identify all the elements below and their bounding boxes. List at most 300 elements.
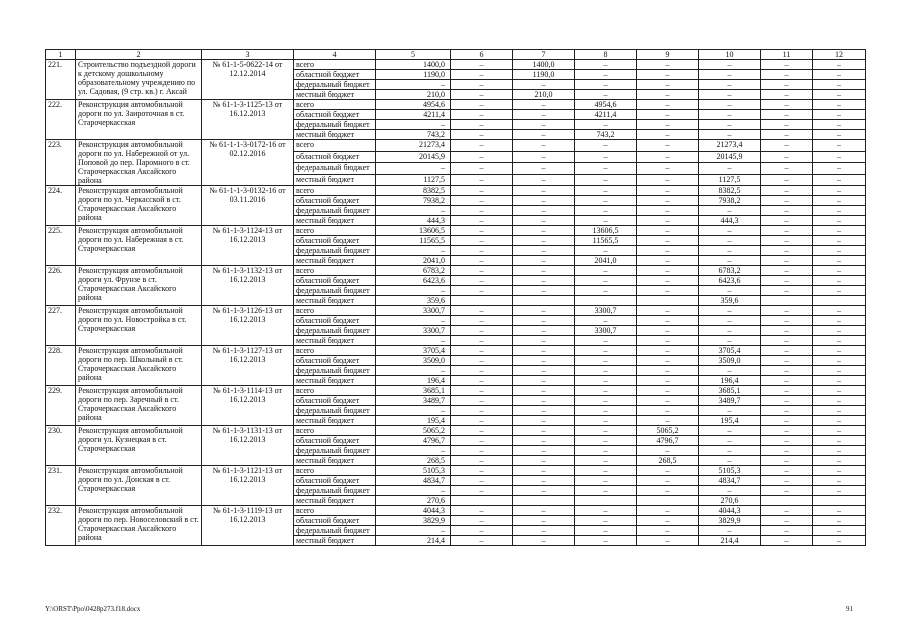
funding-source-label: областной бюджет — [294, 316, 376, 326]
amount-cell: – — [637, 356, 699, 366]
funding-source-label: местный бюджет — [294, 536, 376, 546]
funding-source-label: всего — [294, 140, 376, 152]
amount-cell: – — [376, 446, 451, 456]
amount-cell: – — [451, 151, 513, 163]
amount-cell: – — [761, 406, 813, 416]
amount-cell: – — [637, 396, 699, 406]
amount-cell: – — [761, 486, 813, 496]
amount-cell: – — [761, 426, 813, 436]
expertise-number: № 61-1-3-1121-13 от 16.12.2013 — [202, 466, 294, 506]
amount-cell: – — [637, 466, 699, 476]
amount-cell: – — [513, 436, 575, 446]
amount-cell: – — [699, 110, 761, 120]
amount-cell: – — [761, 476, 813, 486]
project-name: Реконструкция автомобильной дороги по пер. Школьный в ст. Старочеркасская Аксайского района — [76, 346, 202, 386]
amount-cell: – — [699, 226, 761, 236]
page-number: 91 — [846, 605, 853, 613]
project-name: Реконструкция автомобильной дороги по пер. Новоселовский в ст. Старочеркасская Аксайского района — [76, 506, 202, 546]
amount-cell: 6423,6 — [699, 276, 761, 286]
funding-source-label: местный бюджет — [294, 216, 376, 226]
funding-source-label: местный бюджет — [294, 456, 376, 466]
amount-cell: – — [761, 526, 813, 536]
amount-cell: 214,4 — [376, 536, 451, 546]
amount-cell: – — [637, 216, 699, 226]
amount-cell: – — [637, 326, 699, 336]
amount-cell: 4211,4 — [575, 110, 637, 120]
amount-cell: 6783,2 — [376, 266, 451, 276]
amount-cell: 5105,3 — [376, 466, 451, 476]
amount-cell: – — [761, 130, 813, 140]
amount-cell: – — [451, 306, 513, 316]
amount-cell: – — [699, 426, 761, 436]
amount-cell: – — [513, 256, 575, 266]
amount-cell: – — [575, 276, 637, 286]
header-cell: 8 — [575, 50, 637, 60]
amount-cell: – — [575, 396, 637, 406]
amount-cell: – — [813, 286, 866, 296]
amount-cell: – — [761, 416, 813, 426]
amount-cell: – — [575, 456, 637, 466]
header-cell: 4 — [294, 50, 376, 60]
funding-source-label: областной бюджет — [294, 196, 376, 206]
header-cell: 6 — [451, 50, 513, 60]
amount-cell: – — [637, 486, 699, 496]
budget-table — [45, 49, 866, 546]
amount-cell: – — [813, 60, 866, 70]
amount-cell: – — [451, 206, 513, 216]
amount-cell: – — [813, 140, 866, 152]
amount-cell: – — [813, 486, 866, 496]
amount-cell: – — [813, 366, 866, 376]
amount-cell: – — [451, 376, 513, 386]
amount-cell: – — [637, 256, 699, 266]
amount-cell: – — [575, 90, 637, 100]
amount-cell: – — [813, 70, 866, 80]
amount-cell: – — [575, 476, 637, 486]
amount-cell: – — [761, 276, 813, 286]
amount-cell: – — [575, 416, 637, 426]
amount-cell: – — [637, 60, 699, 70]
amount-cell: – — [813, 406, 866, 416]
amount-cell: 3829,9 — [376, 516, 451, 526]
amount-cell: – — [637, 120, 699, 130]
row-number: 232. — [46, 506, 76, 546]
row-number: 229. — [46, 386, 76, 426]
amount-cell: – — [813, 426, 866, 436]
amount-cell: – — [761, 216, 813, 226]
amount-cell: – — [637, 316, 699, 326]
amount-cell: – — [699, 316, 761, 326]
amount-cell: – — [761, 536, 813, 546]
funding-source-label: местный бюджет — [294, 90, 376, 100]
amount-cell: – — [451, 476, 513, 486]
amount-cell: – — [637, 376, 699, 386]
funding-source-label: всего — [294, 306, 376, 316]
amount-cell: 444,3 — [376, 216, 451, 226]
amount-cell: – — [575, 216, 637, 226]
amount-cell: – — [575, 516, 637, 526]
amount-cell: – — [637, 346, 699, 356]
amount-cell: 3705,4 — [376, 346, 451, 356]
funding-source-label: областной бюджет — [294, 151, 376, 163]
amount-cell: – — [813, 396, 866, 406]
funding-source-label: всего — [294, 346, 376, 356]
amount-cell: – — [761, 386, 813, 396]
amount-cell: 20145,9 — [376, 151, 451, 163]
amount-cell: – — [451, 140, 513, 152]
amount-cell: – — [513, 100, 575, 110]
amount-cell: 4044,3 — [699, 506, 761, 516]
amount-cell: – — [637, 151, 699, 163]
amount-cell: – — [699, 436, 761, 446]
amount-cell: – — [575, 536, 637, 546]
amount-cell: – — [813, 174, 866, 186]
amount-cell: – — [699, 306, 761, 316]
amount-cell: – — [761, 456, 813, 466]
funding-source-label: федеральный бюджет — [294, 206, 376, 216]
amount-cell: – — [637, 536, 699, 546]
funding-source-label: федеральный бюджет — [294, 120, 376, 130]
amount-cell: 1400,0 — [513, 60, 575, 70]
amount-cell: – — [451, 506, 513, 516]
amount-cell: – — [761, 206, 813, 216]
amount-cell: – — [513, 266, 575, 276]
amount-cell: – — [575, 376, 637, 386]
amount-cell: 11565,5 — [575, 236, 637, 246]
amount-cell: – — [813, 306, 866, 316]
amount-cell: – — [513, 151, 575, 163]
expertise-number: № 61-1-3-1132-13 от 16.12.2013 — [202, 266, 294, 306]
amount-cell: – — [575, 526, 637, 536]
amount-cell: – — [813, 226, 866, 236]
amount-cell: 7938,2 — [376, 196, 451, 206]
amount-cell: – — [637, 80, 699, 90]
amount-cell: – — [513, 446, 575, 456]
amount-cell: – — [513, 276, 575, 286]
amount-cell: – — [575, 60, 637, 70]
amount-cell: – — [699, 70, 761, 80]
amount-cell: – — [451, 266, 513, 276]
amount-cell: 1190,0 — [513, 70, 575, 80]
expertise-number: № 61-1-5-0622-14 от 12.12.2014 — [202, 60, 294, 100]
amount-cell: – — [637, 90, 699, 100]
amount-cell: – — [513, 130, 575, 140]
amount-cell: – — [813, 326, 866, 336]
amount-cell: – — [513, 456, 575, 466]
amount-cell: – — [699, 326, 761, 336]
amount-cell: – — [813, 100, 866, 110]
amount-cell: – — [813, 276, 866, 286]
row-number: 228. — [46, 346, 76, 386]
funding-source-label: областной бюджет — [294, 236, 376, 246]
amount-cell: 3300,7 — [376, 306, 451, 316]
funding-source-label: всего — [294, 60, 376, 70]
funding-source-label: всего — [294, 226, 376, 236]
table-row — [46, 226, 866, 236]
amount-cell: – — [513, 110, 575, 120]
amount-cell: – — [637, 306, 699, 316]
amount-cell: – — [451, 456, 513, 466]
amount-cell: – — [451, 316, 513, 326]
project-name: Реконструкция автомобильной дороги по ул. Черкасской в ст. Старочеркасская Аксайского района — [76, 186, 202, 226]
project-name: Реконструкция автомобильной дороги ул. Фрунзе в ст. Старочеркасская Аксайского района — [76, 266, 202, 306]
amount-cell: – — [813, 110, 866, 120]
amount-cell: – — [513, 174, 575, 186]
row-number: 227. — [46, 306, 76, 346]
amount-cell: – — [451, 426, 513, 436]
amount-cell — [813, 296, 866, 306]
funding-source-label: всего — [294, 386, 376, 396]
amount-cell: 11565,5 — [376, 236, 451, 246]
amount-cell: 4796,7 — [376, 436, 451, 446]
row-number: 222. — [46, 100, 76, 140]
amount-cell: – — [513, 336, 575, 346]
amount-cell: – — [761, 100, 813, 110]
amount-cell: 210,0 — [376, 90, 451, 100]
project-name: Строительство подъездной дороги к детскому дошкольному образовательному учреждению по ул. Садовая, (9 стр. кв.) г. Аксай — [76, 60, 202, 100]
funding-source-label: областной бюджет — [294, 476, 376, 486]
amount-cell: – — [513, 236, 575, 246]
amount-cell: – — [637, 130, 699, 140]
amount-cell: – — [376, 206, 451, 216]
amount-cell: – — [451, 446, 513, 456]
amount-cell: – — [761, 186, 813, 196]
amount-cell: – — [451, 236, 513, 246]
amount-cell: – — [513, 516, 575, 526]
amount-cell: – — [451, 516, 513, 526]
amount-cell: – — [451, 174, 513, 186]
amount-cell: – — [451, 366, 513, 376]
funding-source-label: местный бюджет — [294, 296, 376, 306]
amount-cell: – — [813, 516, 866, 526]
amount-cell: – — [637, 246, 699, 256]
header-cell: 5 — [376, 50, 451, 60]
funding-source-label: местный бюджет — [294, 496, 376, 506]
table-row — [46, 266, 866, 276]
amount-cell: 270,6 — [376, 496, 451, 506]
amount-cell: – — [575, 140, 637, 152]
amount-cell: – — [761, 60, 813, 70]
amount-cell: – — [451, 536, 513, 546]
amount-cell: – — [513, 80, 575, 90]
amount-cell: – — [513, 466, 575, 476]
amount-cell: – — [575, 120, 637, 130]
amount-cell: – — [637, 516, 699, 526]
amount-cell: – — [451, 60, 513, 70]
amount-cell: – — [513, 316, 575, 326]
amount-cell — [813, 496, 866, 506]
amount-cell — [451, 496, 513, 506]
amount-cell: – — [575, 196, 637, 206]
amount-cell: – — [575, 406, 637, 416]
amount-cell: – — [575, 186, 637, 196]
table-row — [46, 466, 866, 476]
header-cell: 1 — [46, 50, 76, 60]
amount-cell: – — [699, 100, 761, 110]
amount-cell: 210,0 — [513, 90, 575, 100]
amount-cell: 3489,7 — [376, 396, 451, 406]
amount-cell — [637, 496, 699, 506]
amount-cell: – — [376, 526, 451, 536]
amount-cell: – — [813, 216, 866, 226]
amount-cell: 4211,4 — [376, 110, 451, 120]
amount-cell: – — [513, 506, 575, 516]
amount-cell: – — [376, 406, 451, 416]
table-row — [46, 140, 866, 152]
amount-cell: – — [761, 226, 813, 236]
expertise-number: № 61-1-3-1126-13 от 16.12.2013 — [202, 306, 294, 346]
amount-cell: – — [513, 406, 575, 416]
expertise-number: № 61-1-3-1119-13 от 16.12.2013 — [202, 506, 294, 546]
amount-cell: – — [575, 486, 637, 496]
project-name: Реконструкция автомобильной дороги по ул. Набережная в ст. Старочеркасская — [76, 226, 202, 266]
amount-cell: – — [575, 206, 637, 216]
amount-cell: – — [813, 316, 866, 326]
amount-cell: – — [761, 376, 813, 386]
expertise-number: № 61-1-3-1125-13 от 16.12.2013 — [202, 100, 294, 140]
amount-cell: – — [761, 346, 813, 356]
amount-cell: – — [376, 366, 451, 376]
amount-cell: – — [575, 286, 637, 296]
amount-cell: – — [513, 416, 575, 426]
amount-cell: – — [451, 386, 513, 396]
amount-cell: – — [813, 416, 866, 426]
amount-cell: – — [761, 151, 813, 163]
amount-cell: – — [813, 376, 866, 386]
amount-cell: 743,2 — [376, 130, 451, 140]
amount-cell: – — [813, 206, 866, 216]
amount-cell: 13606,5 — [575, 226, 637, 236]
amount-cell: – — [637, 206, 699, 216]
expertise-number: № 61-1-1-3-0172-16 от 02.12.2016 — [202, 140, 294, 186]
amount-cell: – — [637, 266, 699, 276]
table-row — [46, 426, 866, 436]
amount-cell: – — [813, 163, 866, 175]
project-name: Реконструкция автомобильной дороги по ул. Набережной от ул. Поповой до пер. Паромного в ст. Старочеркасская Аксайского района — [76, 140, 202, 186]
amount-cell: – — [513, 226, 575, 236]
amount-cell: 3489,7 — [699, 396, 761, 406]
amount-cell: 21273,4 — [376, 140, 451, 152]
row-number: 230. — [46, 426, 76, 466]
amount-cell: – — [451, 406, 513, 416]
amount-cell: – — [813, 196, 866, 206]
amount-cell: – — [699, 526, 761, 536]
amount-cell: – — [699, 446, 761, 456]
amount-cell: 6423,6 — [376, 276, 451, 286]
amount-cell: – — [575, 174, 637, 186]
amount-cell: 5065,2 — [637, 426, 699, 436]
amount-cell: 4834,7 — [376, 476, 451, 486]
amount-cell: – — [451, 100, 513, 110]
row-number: 226. — [46, 266, 76, 306]
amount-cell: – — [575, 346, 637, 356]
amount-cell: 195,4 — [699, 416, 761, 426]
amount-cell: – — [699, 456, 761, 466]
amount-cell: – — [451, 326, 513, 336]
amount-cell: – — [699, 120, 761, 130]
amount-cell: – — [451, 246, 513, 256]
amount-cell: – — [451, 163, 513, 175]
amount-cell: – — [699, 163, 761, 175]
amount-cell: 214,4 — [699, 536, 761, 546]
amount-cell: – — [813, 456, 866, 466]
row-number: 224. — [46, 186, 76, 226]
amount-cell: – — [451, 216, 513, 226]
amount-cell: 4796,7 — [637, 436, 699, 446]
amount-cell: – — [451, 526, 513, 536]
table-row — [46, 506, 866, 516]
amount-cell: 359,6 — [699, 296, 761, 306]
amount-cell: – — [513, 426, 575, 436]
amount-cell: – — [451, 120, 513, 130]
project-name: Реконструкция автомобильной дороги по ул. Донская в ст. Старочеркасская — [76, 466, 202, 506]
amount-cell: 1190,0 — [376, 70, 451, 80]
funding-source-label: федеральный бюджет — [294, 246, 376, 256]
funding-source-label: областной бюджет — [294, 110, 376, 120]
funding-source-label: областной бюджет — [294, 396, 376, 406]
document-path: Y:\ORST\Ppo\0428p273.f18.docx — [45, 605, 141, 613]
amount-cell: – — [637, 163, 699, 175]
table-row — [46, 306, 866, 316]
funding-source-label: всего — [294, 186, 376, 196]
amount-cell: – — [813, 466, 866, 476]
amount-cell: – — [637, 286, 699, 296]
amount-cell: 1400,0 — [376, 60, 451, 70]
amount-cell: – — [513, 326, 575, 336]
amount-cell: – — [761, 236, 813, 246]
amount-cell: – — [761, 110, 813, 120]
amount-cell: – — [761, 446, 813, 456]
amount-cell: 5065,2 — [376, 426, 451, 436]
amount-cell: – — [813, 186, 866, 196]
amount-cell: – — [761, 246, 813, 256]
amount-cell: – — [513, 476, 575, 486]
amount-cell: – — [513, 186, 575, 196]
amount-cell: – — [813, 536, 866, 546]
amount-cell: – — [637, 276, 699, 286]
amount-cell: – — [575, 386, 637, 396]
amount-cell: 3300,7 — [376, 326, 451, 336]
table-row — [46, 386, 866, 396]
amount-cell: – — [513, 346, 575, 356]
amount-cell: – — [637, 416, 699, 426]
amount-cell: – — [813, 266, 866, 276]
amount-cell — [451, 296, 513, 306]
amount-cell: – — [513, 206, 575, 216]
amount-cell — [637, 296, 699, 306]
amount-cell: – — [575, 151, 637, 163]
amount-cell: 268,5 — [376, 456, 451, 466]
header-cell: 7 — [513, 50, 575, 60]
project-name: Реконструкция автомобильной дороги по ул. Заироточная в ст. Старочеркасская — [76, 100, 202, 140]
funding-source-label: местный бюджет — [294, 336, 376, 346]
funding-source-label: федеральный бюджет — [294, 80, 376, 90]
budget-table-page — [45, 49, 865, 546]
amount-cell: – — [761, 396, 813, 406]
funding-source-label: областной бюджет — [294, 516, 376, 526]
amount-cell: – — [699, 286, 761, 296]
amount-cell: – — [637, 186, 699, 196]
amount-cell: – — [451, 256, 513, 266]
amount-cell: – — [761, 326, 813, 336]
amount-cell: – — [637, 366, 699, 376]
amount-cell: – — [761, 80, 813, 90]
amount-cell: – — [451, 416, 513, 426]
funding-source-label: федеральный бюджет — [294, 326, 376, 336]
amount-cell: 195,4 — [376, 416, 451, 426]
amount-cell: 444,3 — [699, 216, 761, 226]
table-row — [46, 346, 866, 356]
